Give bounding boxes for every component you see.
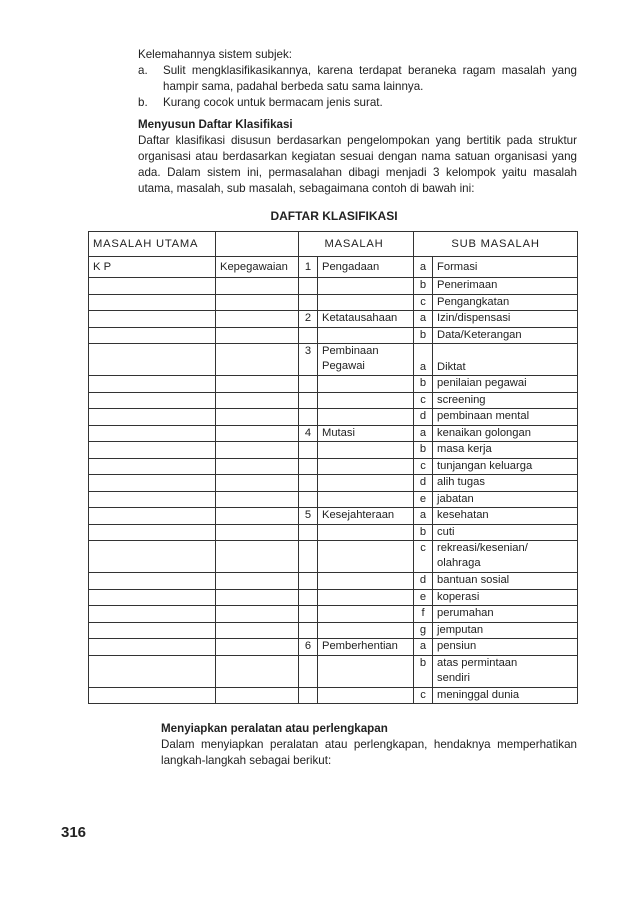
cell-masalah-number (299, 655, 318, 687)
cell-sub-masalah-text: bantuan sosial (437, 574, 510, 586)
table-row (89, 606, 578, 623)
cell-sub-masalah (433, 311, 578, 328)
header-blank (216, 232, 299, 257)
cell-masalah-number-text: 5 (304, 509, 312, 521)
cell-sub-letter (414, 639, 433, 656)
cell-sub-masalah (433, 508, 578, 525)
cell-masalah-number (299, 606, 318, 623)
cell-masalah-number (299, 524, 318, 541)
cell-masalah-utama-group (216, 524, 299, 541)
cell-sub-masalah-text: cuti (437, 525, 455, 538)
cell-masalah-utama-code (89, 639, 216, 656)
cell-masalah-name (318, 622, 414, 639)
cell-masalah-name (318, 294, 414, 311)
cell-sub-masalah-text: pembinaan mental (437, 410, 530, 422)
cell-masalah-utama-code (89, 311, 216, 328)
cell-sub-masalah-text: perumahan (437, 607, 494, 619)
item-a-marker: a. (138, 64, 148, 77)
cell-sub-letter-text: d (419, 574, 427, 586)
cell-masalah-utama-group (216, 639, 299, 656)
cell-masalah-utama-group (216, 687, 299, 704)
cell-masalah-name (318, 425, 414, 442)
cell-sub-letter (414, 294, 433, 311)
cell-sub-masalah-text: koperasi (437, 590, 480, 603)
cell-masalah-utama-code (89, 508, 216, 525)
cell-masalah-utama-group (216, 311, 299, 328)
cell-masalah-number (299, 491, 318, 508)
cell-masalah-utama-code (89, 541, 216, 573)
menyusun-line-2: organisasi atau berdasarkan kegiatan sesuai dengan nama satuan organisasi yang (138, 150, 577, 163)
cell-masalah-utama-code (89, 687, 216, 704)
cell-sub-letter-text: e (419, 492, 427, 505)
cell-sub-letter-text: b (419, 525, 427, 538)
cell-sub-masalah (433, 655, 578, 687)
cell-sub-masalah (433, 392, 578, 409)
cell-masalah-number (299, 508, 318, 525)
cell-masalah-name (318, 344, 414, 376)
table-row (89, 409, 578, 426)
cell-sub-letter (414, 524, 433, 541)
cell-sub-letter-text: f (421, 607, 425, 619)
table-row (89, 376, 578, 393)
cell-masalah-number (299, 392, 318, 409)
cell-masalah-number-text: 3 (304, 345, 312, 357)
menyusun-line-3: ada. Dalam sistem ini, permasalahan dibagi menjadi 3 kelompok yaitu masalah (138, 166, 577, 179)
cell-masalah-utama-group (216, 376, 299, 393)
table-row (89, 508, 578, 525)
cell-masalah-name (318, 257, 414, 278)
cell-masalah-utama-group (216, 409, 299, 426)
cell-masalah-number-text: 6 (304, 640, 312, 652)
cell-sub-letter-text: b (419, 443, 427, 455)
cell-masalah-name (318, 327, 414, 344)
cell-sub-masalah (433, 409, 578, 426)
cell-sub-letter-text: b (419, 656, 427, 669)
cell-sub-masalah (433, 491, 578, 508)
cell-sub-masalah-text: tunjangan keluarga (437, 459, 533, 472)
cell-masalah-number (299, 442, 318, 459)
cell-masalah-number (299, 409, 318, 426)
cell-masalah-utama-code (89, 524, 216, 541)
cell-masalah-utama-group (216, 257, 299, 278)
cell-sub-masalah (433, 524, 578, 541)
cell-sub-masalah (433, 344, 578, 376)
cell-sub-masalah-text: kenaikan golongan (437, 426, 531, 439)
cell-sub-masalah-text-line2: olahraga (437, 557, 481, 569)
menyiapkan-title: Menyiapkan peralatan atau perlengkapan (161, 722, 388, 735)
cell-sub-masalah-text: Diktat (437, 361, 466, 373)
cell-masalah-utama-code (89, 294, 216, 311)
cell-masalah-utama-group (216, 475, 299, 492)
table-row (89, 475, 578, 492)
cell-masalah-utama-code (89, 409, 216, 426)
cell-sub-masalah (433, 622, 578, 639)
cell-sub-masalah-text: jemputan (437, 623, 484, 636)
cell-sub-masalah-text: Data/Keterangan (437, 328, 522, 341)
cell-sub-masalah-text: penilaian pegawai (437, 377, 527, 389)
table-row (89, 524, 578, 541)
item-a-line1: Sulit mengklasifikasikannya, karena terdapat beraneka ragam masalah yang (163, 64, 577, 77)
cell-sub-letter-text: b (419, 377, 427, 389)
cell-masalah-number-text: 1 (304, 261, 312, 273)
cell-sub-letter (414, 606, 433, 623)
cell-sub-letter (414, 425, 433, 442)
table-row (89, 278, 578, 295)
cell-masalah-number (299, 687, 318, 704)
cell-sub-letter (414, 475, 433, 492)
cell-masalah-number (299, 425, 318, 442)
cell-sub-letter (414, 376, 433, 393)
cell-masalah-utama-group (216, 491, 299, 508)
cell-masalah-number (299, 622, 318, 639)
cell-masalah-name-text: Ketatausahaan (322, 312, 398, 324)
item-a-line2: hampir sama, padahal berbeda satu sama lainnya. (163, 80, 424, 93)
cell-masalah-name-text: Pengadaan (322, 261, 380, 273)
cell-masalah-utama-group (216, 327, 299, 344)
cell-masalah-utama-code (89, 606, 216, 623)
cell-masalah-name (318, 376, 414, 393)
cell-sub-masalah-text: masa kerja (437, 443, 492, 455)
cell-sub-masalah (433, 639, 578, 656)
item-b-line1: Kurang cocok untuk bermacam jenis surat. (163, 96, 383, 109)
cell-sub-letter (414, 311, 433, 328)
cell-masalah-name-text: Pemberhentian (322, 640, 398, 652)
cell-sub-letter (414, 541, 433, 573)
table-row (89, 294, 578, 311)
cell-masalah-utama-code (89, 392, 216, 409)
cell-masalah-name (318, 573, 414, 590)
cell-masalah-number (299, 573, 318, 590)
table-row (89, 655, 578, 687)
cell-masalah-utama-code (89, 327, 216, 344)
menyusun-title: Menyusun Daftar Klasifikasi (138, 118, 293, 131)
intro-heading: Kelemahannya sistem subjek: (138, 48, 293, 61)
cell-sub-letter-text: a (419, 509, 427, 521)
cell-sub-letter (414, 442, 433, 459)
table-row (89, 392, 578, 409)
cell-masalah-name (318, 508, 414, 525)
table-row (89, 541, 578, 573)
cell-masalah-name (318, 409, 414, 426)
cell-masalah-name-text: Kesejahteraan (322, 509, 395, 521)
cell-sub-masalah-text: atas permintaan (437, 656, 518, 669)
cell-sub-letter (414, 392, 433, 409)
cell-masalah-utama-code (89, 622, 216, 639)
cell-masalah-name-text-line2: Pegawai (322, 360, 365, 372)
cell-sub-masalah-text: Penerimaan (437, 279, 498, 291)
table-row (89, 327, 578, 344)
cell-masalah-utama-group (216, 278, 299, 295)
cell-sub-masalah (433, 541, 578, 573)
cell-sub-letter-text: a (419, 640, 427, 652)
cell-masalah-utama-code (89, 491, 216, 508)
cell-masalah-name (318, 687, 414, 704)
cell-masalah-utama-group (216, 442, 299, 459)
cell-masalah-number-text: 2 (304, 312, 312, 324)
cell-sub-masalah-text: Formasi (437, 261, 478, 273)
cell-sub-letter-text: c (420, 295, 426, 308)
cell-sub-masalah-text: kesehatan (437, 509, 489, 521)
cell-masalah-utama-code (89, 573, 216, 590)
menyusun-line-1: Daftar klasifikasi disusun berdasarkan pengelompokan yang bertitik pada struktur (138, 134, 577, 147)
table-row (89, 344, 578, 376)
cell-sub-letter (414, 687, 433, 704)
cell-sub-masalah (433, 294, 578, 311)
cell-masalah-utama-group (216, 458, 299, 475)
cell-masalah-utama-code (89, 344, 216, 376)
menyiapkan-line-1: Dalam menyiapkan peralatan atau perlengkapan, hendaknya memperhatikan (161, 738, 577, 751)
cell-sub-masalah-text: screening (437, 393, 486, 406)
cell-sub-letter-text: e (419, 590, 427, 603)
klasifikasi-table (88, 231, 578, 704)
cell-sub-letter-text: g (419, 623, 427, 636)
cell-masalah-utama-code (89, 458, 216, 475)
cell-sub-masalah (433, 278, 578, 295)
cell-sub-letter (414, 491, 433, 508)
cell-sub-letter-text: a (419, 261, 427, 273)
table-row (89, 639, 578, 656)
cell-sub-letter-text: c (420, 393, 426, 406)
cell-sub-masalah (433, 573, 578, 590)
cell-masalah-number (299, 589, 318, 606)
table-row (89, 442, 578, 459)
table-title: DAFTAR KLASIFIKASI (270, 209, 398, 223)
cell-sub-letter-text: c (420, 542, 426, 554)
cell-sub-masalah-text: meninggal dunia (437, 688, 520, 701)
cell-masalah-utama-group (216, 508, 299, 525)
cell-sub-masalah (433, 589, 578, 606)
cell-masalah-utama-group (216, 622, 299, 639)
cell-masalah-name (318, 524, 414, 541)
cell-masalah-number (299, 311, 318, 328)
cell-masalah-utama-group (216, 392, 299, 409)
cell-masalah-utama-code (89, 257, 216, 278)
cell-masalah-name (318, 311, 414, 328)
cell-masalah-utama-group (216, 573, 299, 590)
table-row (89, 622, 578, 639)
cell-sub-masalah-text: jabatan (437, 492, 474, 505)
cell-sub-letter-text: a (419, 361, 427, 373)
cell-masalah-name (318, 278, 414, 295)
cell-sub-letter-text: b (419, 279, 427, 291)
cell-masalah-utama-group (216, 425, 299, 442)
cell-sub-letter-text: a (419, 312, 427, 324)
cell-sub-letter-text: b (419, 328, 427, 341)
cell-masalah-utama-code (89, 425, 216, 442)
cell-masalah-name (318, 458, 414, 475)
item-b-marker: b. (138, 96, 148, 109)
cell-masalah-name-text: Pembinaan (322, 345, 379, 357)
table-row (89, 491, 578, 508)
cell-masalah-number (299, 541, 318, 573)
cell-sub-letter-text: d (419, 476, 427, 488)
cell-masalah-name (318, 475, 414, 492)
table-row (89, 257, 578, 278)
table-row (89, 425, 578, 442)
cell-masalah-utama-code (89, 376, 216, 393)
cell-sub-letter (414, 409, 433, 426)
cell-sub-letter (414, 257, 433, 278)
header-masalah-utama: MASALAH UTAMA (89, 232, 216, 257)
cell-sub-letter (414, 622, 433, 639)
cell-masalah-name (318, 606, 414, 623)
cell-masalah-utama-group (216, 606, 299, 623)
cell-masalah-utama-group (216, 541, 299, 573)
cell-masalah-number (299, 458, 318, 475)
cell-sub-masalah (433, 475, 578, 492)
cell-sub-masalah-text: Pengangkatan (437, 295, 510, 308)
cell-masalah-utama-code (89, 589, 216, 606)
cell-masalah-utama-code (89, 475, 216, 492)
cell-masalah-name (318, 541, 414, 573)
cell-masalah-number-text: 4 (304, 426, 312, 439)
cell-sub-letter (414, 655, 433, 687)
cell-sub-masalah-text: Izin/dispensasi (437, 312, 511, 324)
cell-sub-masalah-text: alih tugas (437, 476, 485, 488)
cell-masalah-utama-group (216, 294, 299, 311)
cell-sub-letter (414, 508, 433, 525)
cell-masalah-utama-code (89, 278, 216, 295)
cell-masalah-number (299, 639, 318, 656)
cell-masalah-name (318, 442, 414, 459)
cell-masalah-number (299, 475, 318, 492)
cell-sub-letter (414, 589, 433, 606)
cell-sub-masalah (433, 606, 578, 623)
cell-sub-letter (414, 458, 433, 475)
cell-sub-masalah-text: pensiun (437, 640, 477, 652)
cell-sub-masalah-text: rekreasi/kesenian/ (437, 542, 528, 554)
cell-masalah-name-text: Mutasi (322, 426, 355, 439)
header-masalah: MASALAH (299, 232, 414, 257)
cell-sub-letter (414, 573, 433, 590)
cell-masalah-utama-code-text: K P (93, 261, 112, 273)
cell-masalah-utama-code (89, 655, 216, 687)
cell-sub-masalah (433, 327, 578, 344)
cell-masalah-number (299, 376, 318, 393)
cell-masalah-number (299, 257, 318, 278)
table-row (89, 311, 578, 328)
cell-masalah-number (299, 344, 318, 376)
cell-sub-letter-text: c (420, 688, 426, 701)
cell-masalah-number (299, 327, 318, 344)
cell-masalah-name (318, 655, 414, 687)
cell-sub-letter (414, 327, 433, 344)
cell-masalah-utama-group (216, 589, 299, 606)
cell-sub-letter-text: a (419, 426, 427, 439)
cell-masalah-number (299, 294, 318, 311)
cell-sub-letter (414, 278, 433, 295)
cell-sub-masalah (433, 257, 578, 278)
cell-sub-letter (414, 344, 433, 376)
table-header-row (89, 232, 578, 257)
header-sub-masalah: SUB MASALAH (414, 232, 578, 257)
menyiapkan-line-2: langkah-langkah sebagai berikut: (161, 754, 332, 767)
cell-sub-masalah (433, 442, 578, 459)
cell-masalah-name (318, 589, 414, 606)
cell-sub-masalah-text-line2: sendiri (437, 671, 470, 684)
table-row (89, 458, 578, 475)
cell-masalah-name (318, 491, 414, 508)
cell-masalah-number (299, 278, 318, 295)
table-row (89, 589, 578, 606)
cell-masalah-utama-group-text: Kepegawaian (220, 261, 288, 273)
cell-sub-masalah (433, 376, 578, 393)
cell-sub-letter-text: c (420, 459, 426, 472)
cell-sub-masalah (433, 687, 578, 704)
cell-masalah-name (318, 639, 414, 656)
page-number: 316 (61, 824, 87, 841)
cell-masalah-utama-code (89, 442, 216, 459)
cell-sub-masalah (433, 458, 578, 475)
cell-masalah-utama-group (216, 344, 299, 376)
cell-sub-masalah (433, 425, 578, 442)
table-row (89, 687, 578, 704)
menyusun-line-4: utama, masalah, sub masalah, sebagaimana contoh di bawah ini: (138, 182, 475, 195)
cell-sub-letter-text: d (419, 410, 427, 422)
table-row (89, 573, 578, 590)
cell-masalah-utama-group (216, 655, 299, 687)
cell-masalah-name (318, 392, 414, 409)
